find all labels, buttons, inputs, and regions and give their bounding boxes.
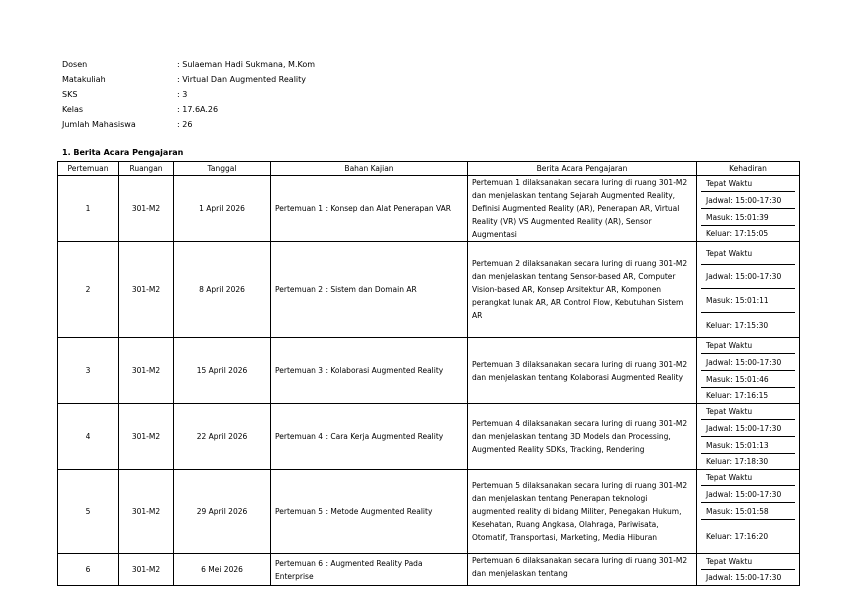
berita-acara-cell [468,554,697,586]
header-kehadiran: Kehadiran [697,162,800,176]
tanggal-cell: 15 April 2026 [174,338,271,404]
pertemuan-cell: 5 [58,470,119,554]
course-info [62,57,315,132]
pertemuan-cell: 6 [58,554,119,586]
header-ruangan: Ruangan [119,162,174,176]
pertemuan-cell: 3 [58,338,119,404]
kehadiran-item: Masuk: 15:01:13 [701,437,795,454]
table-row [58,554,800,586]
kehadiran-item: Jadwal: 15:00-17:30 [701,420,795,437]
kehadiran-item: Keluar: 17:15:05 [706,229,769,238]
kehadiran-item: Keluar: 17:18:30 [706,457,769,466]
kehadiran-cell [697,404,800,470]
kehadiran-item: Keluar: 17:16:15 [706,391,769,400]
berita-acara-text: Pertemuan 5 dilaksanakan secara luring di ruang 301-M2 dan menjelaskan tentang Penerapan teknologi augmented reality di bidang Militer, Penegakan Hukum, Kesehatan, Ruang Angkasa, Olahraga, Pariwisata, Otomatif, Transportasi, Marketing, Media Hiburan [472,481,688,542]
kehadiran-item: Jadwal: 15:00-17:30 [701,486,795,503]
kehadiran-list [701,404,795,469]
kehadiran-item: Masuk: 15:01:39 [701,209,795,226]
info-value: : 26 [177,120,193,129]
berita-acara-text: Pertemuan 6 dilaksanakan secara luring di ruang 301-M2 dan menjelaskan tentang [472,556,688,578]
ruangan-cell: 301-M2 [119,338,174,404]
pertemuan-cell: 1 [58,176,119,242]
kehadiran-cell [697,554,800,586]
kehadiran-item: Jadwal: 15:00-17:30 [706,573,782,582]
kehadiran-item: Jadwal: 15:00-17:30 [701,265,795,289]
kehadiran-item: Tepat Waktu [701,176,795,192]
info-value: : 17.6A.26 [177,105,219,114]
ruangan-cell: 301-M2 [119,242,174,338]
bahan-kajian-cell: Pertemuan 1 : Konsep dan Alat Penerapan VAR [271,176,468,242]
bahan-kajian-cell: Pertemuan 4 : Cara Kerja Augmented Reality [271,404,468,470]
berita-acara-text: Pertemuan 3 dilaksanakan secara luring di ruang 301-M2 dan menjelaskan tentang Kolaborasi Augmented Reality [472,359,688,382]
berita-acara-text: Pertemuan 1 dilaksanakan secara luring di ruang 301-M2 dan menjelaskan tentang Sejarah Augmented Reality, Definisi Augmented Reality (AR), Penerapan AR, Virtual Reality (VR) VS Augmented Reality (AR), Sensor Augmentasi [472,178,688,239]
kehadiran-item: Tepat Waktu [701,554,795,570]
berita-acara-text: Pertemuan 4 dilaksanakan secara luring di ruang 301-M2 dan menjelaskan tentang 3D Models dan Processing, Augmented Reality SDKs, Tracking, Rendering [472,419,688,454]
info-row-jumlah-mahasiswa [62,117,315,132]
berita-acara-cell [468,176,697,242]
header-berita-acara: Berita Acara Pengajaran [468,162,697,176]
table-row [58,242,800,338]
berita-acara-cell [468,470,697,554]
info-label: SKS [62,90,78,99]
pertemuan-cell: 4 [58,404,119,470]
tanggal-cell: 8 April 2026 [174,242,271,338]
tanggal-cell: 1 April 2026 [174,176,271,242]
kehadiran-item: Jadwal: 15:00-17:30 [701,192,795,209]
ruangan-cell: 301-M2 [119,470,174,554]
kehadiran-item: Tepat Waktu [701,338,795,354]
berita-acara-cell [468,242,697,338]
kehadiran-item: Keluar: 17:16:20 [706,532,769,541]
tanggal-cell: 22 April 2026 [174,404,271,470]
bahan-kajian-cell: Pertemuan 3 : Kolaborasi Augmented Reality [271,338,468,404]
kehadiran-list [701,338,795,403]
info-value: : Virtual Dan Augmented Reality [177,75,307,84]
header-tanggal: Tanggal [174,162,271,176]
info-row-dosen [62,57,315,72]
berita-acara-cell [468,404,697,470]
info-row-kelas [62,102,315,117]
ruangan-cell: 301-M2 [119,176,174,242]
kehadiran-item: Keluar: 17:15:30 [706,320,769,330]
berita-acara-table [57,161,800,586]
bahan-kajian-cell: Pertemuan 2 : Sistem dan Domain AR [271,242,468,338]
info-value: : Sulaeman Hadi Sukmana, M.Kom [177,60,316,69]
section-title: 1. Berita Acara Pengajaran [62,148,184,157]
kehadiran-cell [697,176,800,242]
pertemuan-cell: 2 [58,242,119,338]
kehadiran-cell [697,338,800,404]
table-row [58,338,800,404]
kehadiran-cell [697,470,800,554]
header-bahan-kajian: Bahan Kajian [271,162,468,176]
kehadiran-item: Jadwal: 15:00-17:30 [701,354,795,371]
kehadiran-list [701,242,795,337]
berita-acara-text: Pertemuan 2 dilaksanakan secara luring di ruang 301-M2 dan menjelaskan tentang Sensor-based AR, Computer Vision-based AR, Konsep Arsitektur AR, Komponen perangkat lunak AR, AR Control Flow, Kebutuhan Sistem AR [472,259,688,320]
table-row [58,470,800,554]
kehadiran-list [701,554,795,585]
berita-acara-cell [468,338,697,404]
table-row [58,176,800,242]
kehadiran-item: Tepat Waktu [701,470,795,486]
kehadiran-item: Tepat Waktu [701,242,795,265]
tanggal-cell: 6 Mei 2026 [174,554,271,586]
info-row-matakuliah [62,72,315,87]
kehadiran-item: Masuk: 15:01:11 [701,289,795,313]
kehadiran-item: Masuk: 15:01:46 [701,371,795,388]
bahan-kajian-cell: Pertemuan 5 : Metode Augmented Reality [271,470,468,554]
kehadiran-list [701,176,795,241]
bahan-kajian-cell: Pertemuan 6 : Augmented Reality Pada Enterprise [271,554,468,586]
header-pertemuan: Pertemuan [58,162,119,176]
ruangan-cell: 301-M2 [119,404,174,470]
table-header-row [58,162,800,176]
info-value: : 3 [177,90,188,99]
kehadiran-item: Tepat Waktu [701,404,795,420]
tanggal-cell: 29 April 2026 [174,470,271,554]
ruangan-cell: 301-M2 [119,554,174,586]
info-label: Dosen [62,60,88,69]
info-row-sks [62,87,315,102]
info-label: Jumlah Mahasiswa [62,120,136,129]
info-label: Kelas [62,105,84,114]
info-label: Matakuliah [62,75,106,84]
table-row [58,404,800,470]
kehadiran-cell [697,242,800,338]
kehadiran-list [701,470,795,553]
kehadiran-item: Masuk: 15:01:58 [701,503,795,520]
